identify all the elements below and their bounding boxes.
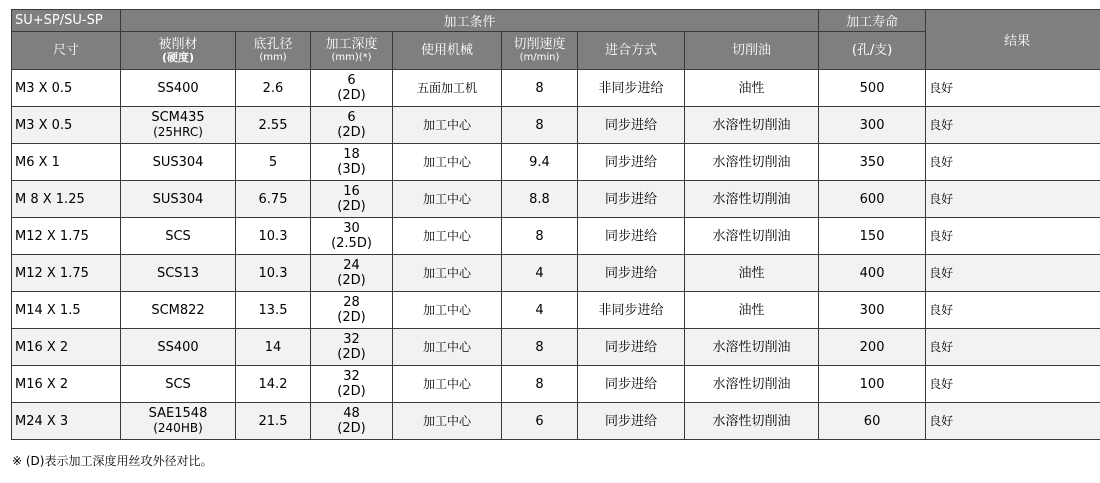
size-cell: M24 X 3 [12, 403, 121, 440]
table-row [12, 144, 1100, 181]
bore-header: 底孔径 (mm) [236, 32, 311, 70]
machine-cell: 加工中心 [393, 329, 502, 366]
machine-cell: 加工中心 [393, 144, 502, 181]
feed-cell: 同步进给 [578, 181, 685, 218]
speed-cell: 8 [502, 218, 578, 255]
depth-cell: 24 (2D) [311, 255, 393, 292]
oil-cell: 水溶性切削油 [685, 366, 819, 403]
table-header [12, 10, 1100, 70]
material-cell: SUS304 [121, 181, 236, 218]
material-cell: SCM435 (25HRC) [121, 107, 236, 144]
machine-cell: 加工中心 [393, 218, 502, 255]
result-cell: 良好 [926, 329, 1100, 366]
oil-header: 切削油 [685, 32, 819, 70]
machine-cell: 加工中心 [393, 292, 502, 329]
depth-cell: 28 (2D) [311, 292, 393, 329]
size-cell: M3 X 0.5 [12, 70, 121, 107]
size-cell: M14 X 1.5 [12, 292, 121, 329]
result-cell: 良好 [926, 107, 1100, 144]
table-row [12, 366, 1100, 403]
material-header: 被削材 (硬度) [121, 32, 236, 70]
speed-cell: 8.8 [502, 181, 578, 218]
size-cell: M12 X 1.75 [12, 218, 121, 255]
oil-cell: 水溶性切削油 [685, 218, 819, 255]
model-group-header: SU+SP/SU-SP [12, 10, 121, 32]
table-body [12, 70, 1100, 440]
result-cell: 良好 [926, 403, 1100, 440]
life-cell: 100 [819, 366, 926, 403]
bore-cell: 14.2 [236, 366, 311, 403]
table-row [12, 403, 1100, 440]
footnote: ※ (D)表示加工深度用丝攻外径对比。 [12, 454, 213, 468]
oil-cell: 水溶性切削油 [685, 144, 819, 181]
material-cell: SS400 [121, 329, 236, 366]
feed-cell: 非同步进给 [578, 70, 685, 107]
life-cell: 60 [819, 403, 926, 440]
bore-cell: 2.6 [236, 70, 311, 107]
material-cell: SCM822 [121, 292, 236, 329]
machine-header: 使用机械 [393, 32, 502, 70]
table-row [12, 70, 1100, 107]
life-cell: 600 [819, 181, 926, 218]
table-row [12, 218, 1100, 255]
result-cell: 良好 [926, 255, 1100, 292]
size-cell: M3 X 0.5 [12, 107, 121, 144]
result-cell: 良好 [926, 366, 1100, 403]
table-row [12, 181, 1100, 218]
table-row [12, 107, 1100, 144]
feed-cell: 同步进给 [578, 329, 685, 366]
table-row [12, 255, 1100, 292]
oil-cell: 水溶性切削油 [685, 107, 819, 144]
oil-cell: 油性 [685, 292, 819, 329]
material-cell: SAE1548 (240HB) [121, 403, 236, 440]
material-cell: SUS304 [121, 144, 236, 181]
life-cell: 150 [819, 218, 926, 255]
bore-cell: 13.5 [236, 292, 311, 329]
depth-cell: 6 (2D) [311, 107, 393, 144]
life-group-header: 加工寿命 [819, 10, 926, 32]
size-cell: M16 X 2 [12, 329, 121, 366]
bore-cell: 10.3 [236, 255, 311, 292]
material-cell: SCS13 [121, 255, 236, 292]
speed-cell: 4 [502, 255, 578, 292]
speed-cell: 6 [502, 403, 578, 440]
life-cell: 400 [819, 255, 926, 292]
bore-cell: 14 [236, 329, 311, 366]
life-cell: 300 [819, 292, 926, 329]
life-cell: 500 [819, 70, 926, 107]
feed-cell: 同步进给 [578, 144, 685, 181]
conditions-group-header: 加工条件 [121, 10, 819, 32]
feed-cell: 同步进给 [578, 366, 685, 403]
size-cell: M6 X 1 [12, 144, 121, 181]
bore-cell: 5 [236, 144, 311, 181]
machine-cell: 加工中心 [393, 366, 502, 403]
bore-cell: 2.55 [236, 107, 311, 144]
speed-cell: 4 [502, 292, 578, 329]
bore-cell: 6.75 [236, 181, 311, 218]
feed-cell: 同步进给 [578, 403, 685, 440]
result-header: 结果 [926, 10, 1100, 70]
material-cell: SCS [121, 366, 236, 403]
feed-cell: 同步进给 [578, 107, 685, 144]
material-cell: SS400 [121, 70, 236, 107]
life-cell: 300 [819, 107, 926, 144]
life-cell: 200 [819, 329, 926, 366]
table-row [12, 292, 1100, 329]
machine-cell: 加工中心 [393, 107, 502, 144]
table-row [12, 329, 1100, 366]
feed-cell: 同步进给 [578, 255, 685, 292]
size-cell: M 8 X 1.25 [12, 181, 121, 218]
material-cell: SCS [121, 218, 236, 255]
life-unit-header: (孔/支) [819, 32, 926, 70]
speed-header: 切削速度 (m/min) [502, 32, 578, 70]
oil-cell: 水溶性切削油 [685, 403, 819, 440]
depth-cell: 6 (2D) [311, 70, 393, 107]
oil-cell: 水溶性切削油 [685, 181, 819, 218]
feed-cell: 同步进给 [578, 218, 685, 255]
depth-cell: 18 (3D) [311, 144, 393, 181]
result-cell: 良好 [926, 181, 1100, 218]
depth-cell: 32 (2D) [311, 329, 393, 366]
depth-header: 加工深度 (mm)(*) [311, 32, 393, 70]
speed-cell: 9.4 [502, 144, 578, 181]
machine-cell: 五面加工机 [393, 70, 502, 107]
size-cell: M12 X 1.75 [12, 255, 121, 292]
life-cell: 350 [819, 144, 926, 181]
result-cell: 良好 [926, 144, 1100, 181]
size-cell: M16 X 2 [12, 366, 121, 403]
speed-cell: 8 [502, 70, 578, 107]
speed-cell: 8 [502, 329, 578, 366]
machine-cell: 加工中心 [393, 403, 502, 440]
size-header: 尺寸 [12, 32, 121, 70]
speed-cell: 8 [502, 366, 578, 403]
result-cell: 良好 [926, 292, 1100, 329]
machine-cell: 加工中心 [393, 181, 502, 218]
tapping-conditions-table [11, 9, 1100, 440]
depth-cell: 32 (2D) [311, 366, 393, 403]
speed-cell: 8 [502, 107, 578, 144]
feed-cell: 非同步进给 [578, 292, 685, 329]
bore-cell: 21.5 [236, 403, 311, 440]
depth-cell: 30 (2.5D) [311, 218, 393, 255]
oil-cell: 水溶性切削油 [685, 329, 819, 366]
oil-cell: 油性 [685, 255, 819, 292]
depth-cell: 16 (2D) [311, 181, 393, 218]
feed-header: 进合方式 [578, 32, 685, 70]
bore-cell: 10.3 [236, 218, 311, 255]
oil-cell: 油性 [685, 70, 819, 107]
result-cell: 良好 [926, 70, 1100, 107]
result-cell: 良好 [926, 218, 1100, 255]
depth-cell: 48 (2D) [311, 403, 393, 440]
machine-cell: 加工中心 [393, 255, 502, 292]
